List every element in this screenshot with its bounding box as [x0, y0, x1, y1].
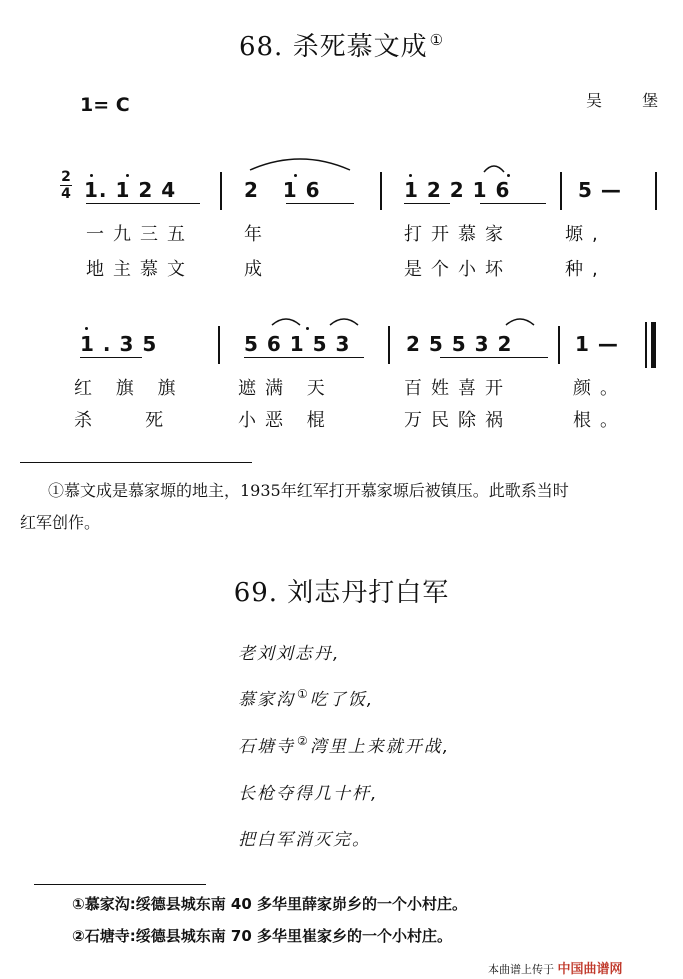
measure-2-2: 5 6 1 5 3 — [244, 332, 351, 356]
lyric-2-2a: 遮满 天 — [238, 378, 334, 399]
lyric-2-3b: 万民除祸 — [404, 410, 512, 431]
song68-footnote: ①慕文成是慕家塬的地主，1935年红军打开慕家塬后被镇压。此歌系当时 — [48, 481, 569, 500]
time-signature: 2 4 — [61, 169, 71, 202]
song69-title: 69. 刘志丹打白军 — [233, 578, 450, 608]
poem-line-1: 老刘刘志丹, — [238, 644, 341, 664]
lyric-1-2a: 年 — [244, 224, 271, 245]
poem-line-3: 石塘寺 ②湾里上来就开战, — [238, 734, 451, 757]
key-signature: 1= C — [80, 94, 130, 116]
slur-marks — [0, 0, 683, 400]
lyric-1-1a: 一九三五 — [86, 224, 194, 245]
poem-line-4: 长枪夺得几十杆, — [238, 784, 379, 804]
footnote-rule — [20, 462, 252, 463]
song68-title: 68. 杀死慕文成 ① — [238, 31, 445, 62]
lyric-1-1b: 地主慕文 — [86, 259, 194, 280]
lyric-2-4b: 根。 — [573, 410, 627, 431]
lyric-2-3a: 百姓喜开 — [404, 378, 512, 399]
poem-line-5: 把白军消灭完。 — [238, 830, 371, 850]
measure-1-2: 2 1 6 — [244, 178, 321, 202]
poem-footnote-mark: ① — [297, 687, 310, 702]
song68-footnote-cont: 红军创作。 — [20, 513, 101, 532]
song69-footnote-2: ②石塘寺:绥德县城东南 70 多华里崔家乡的一个小村庄。 — [72, 927, 453, 945]
lyric-1-3a: 打开慕家 — [404, 224, 512, 245]
footnote-rule — [34, 884, 206, 885]
lyric-2-2b: 小恶 棍 — [238, 410, 334, 431]
lyric-2-4a: 颜。 — [573, 378, 627, 399]
composer-label: 吴 堡 — [586, 91, 669, 110]
poem-footnote-mark: ② — [297, 734, 310, 749]
title-footnote-mark: ① — [429, 31, 445, 50]
measure-2-1: 1 . 3 5 — [80, 332, 158, 356]
lyric-1-2b: 成 — [244, 259, 271, 280]
measure-1-3: 1 2 2 1 6 — [404, 178, 511, 202]
measure-2-3: 2 5 5 3 2 — [406, 332, 513, 356]
site-logo: 中国曲谱网 — [557, 962, 623, 977]
song69-footnote-1: ①慕家沟:绥德县城东南 40 多华里薛家峁乡的一个小村庄。 — [72, 895, 468, 913]
lyric-2-1a: 红 旗 旗 — [74, 378, 185, 399]
lyric-2-1b: 杀 死 — [74, 410, 173, 431]
lyric-1-4b: 种, — [565, 259, 607, 280]
upload-credit: 本曲谱上传于 中国曲谱网 — [488, 962, 623, 977]
lyric-1-4a: 塬, — [565, 224, 607, 245]
measure-2-4: 1 — — [575, 332, 619, 356]
lyric-1-3b: 是个小坏 — [404, 259, 512, 280]
measure-1-1: 1. 1 2 4 — [84, 178, 177, 202]
poem-line-2: 慕家沟 ①吃了饭, — [238, 687, 375, 710]
measure-1-4: 5 — — [578, 178, 622, 202]
